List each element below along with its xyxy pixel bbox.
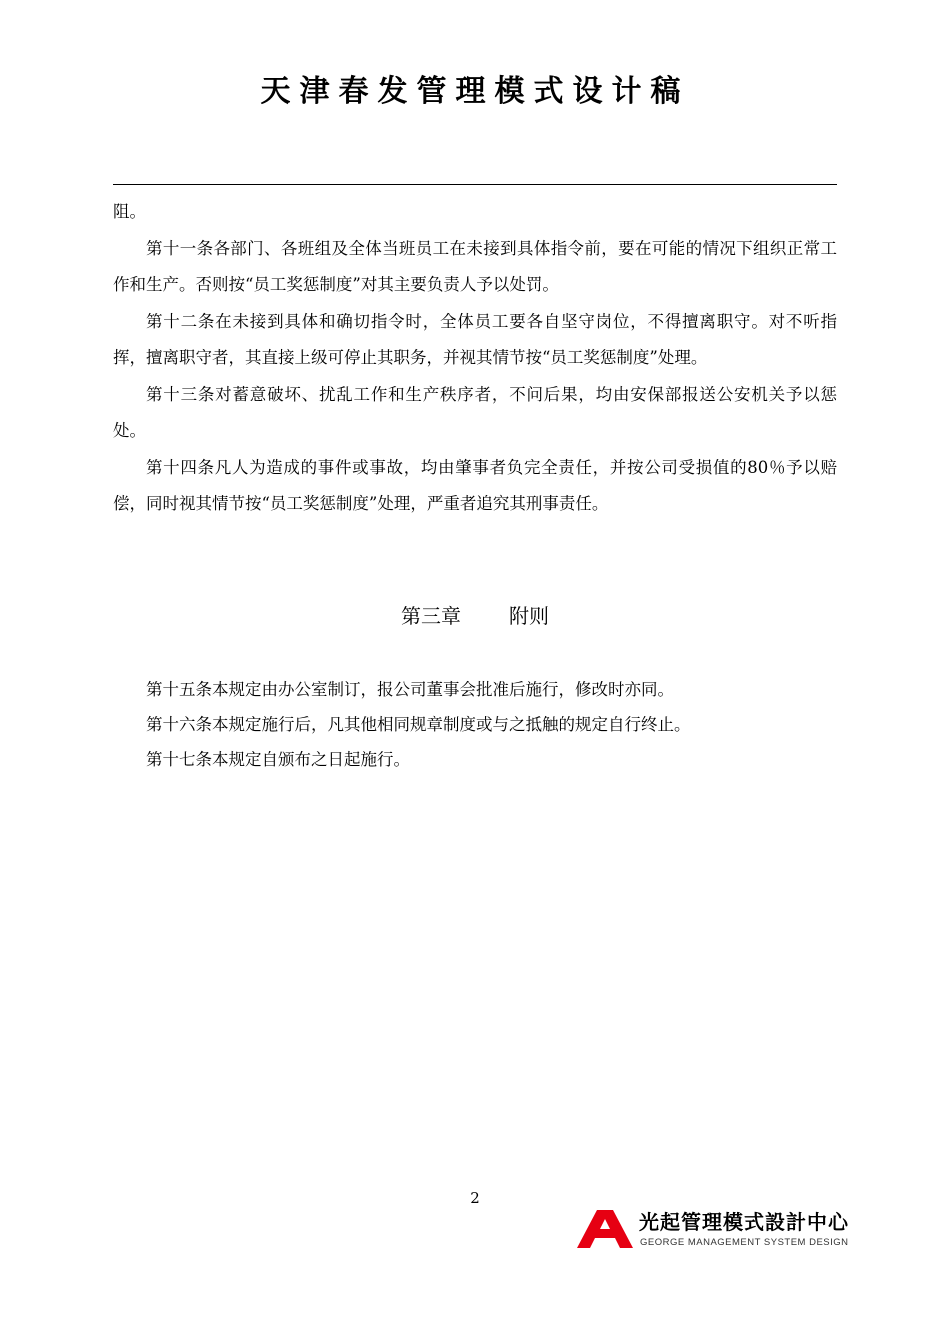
paragraph-article-11: 第十一条各部门、各班组及全体当班员工在未接到具体指令前，要在可能的情况下组织正常工作和生产。否则按“员工奖惩制度”对其主要负责人予以处罚。: [113, 238, 837, 294]
logo-english-text: GEORGE MANAGEMENT SYSTEM DESIGN: [640, 1237, 849, 1248]
appendix-section: [113, 672, 837, 777]
paragraph-article-16: 第十六条本规定施行后，凡其他相同规章制度或与之抵触的规定自行终止。: [146, 715, 691, 734]
header-divider: [113, 184, 837, 185]
document-title: 天津春发管理模式设计稿: [260, 74, 690, 109]
paragraph-article-17: 第十七条本规定自颁布之日起施行。: [146, 750, 410, 769]
logo-a-icon: [575, 1208, 637, 1250]
page-number: 2: [470, 1189, 480, 1207]
chapter-number: 第三章: [401, 604, 461, 628]
paragraph-article-15: 第十五条本规定由办公室制订，报公司董事会批准后施行，修改时亦同。: [146, 680, 674, 699]
chapter-title: 附则: [509, 604, 549, 628]
chapter-heading: [0, 598, 950, 634]
paragraph-article-12: 第十二条在未接到具体和确切指令时，全体员工要各自坚守岗位，不得擅离职守。对不听指挥，擅离职守者，其直接上级可停止其职务，并视其情节按“员工奖惩制度”处理。: [113, 311, 837, 367]
company-logo: [575, 1206, 849, 1254]
paragraph-article-13: 第十三条对蓄意破坏、扰乱工作和生产秩序者，不问后果，均由安保部报送公安机关予以惩处。: [113, 384, 837, 440]
paragraph-continuation: 阻。: [113, 202, 146, 221]
logo-chinese-text: 光起管理模式設計中心: [639, 1210, 849, 1234]
body-section: [113, 194, 837, 523]
paragraph-article-14: 第十四条凡人为造成的事件或事故，均由肇事者负完全责任，并按公司受损值的80％予以赔偿，同时视其情节按“员工奖惩制度”处理，严重者追究其刑事责任。: [113, 457, 837, 513]
